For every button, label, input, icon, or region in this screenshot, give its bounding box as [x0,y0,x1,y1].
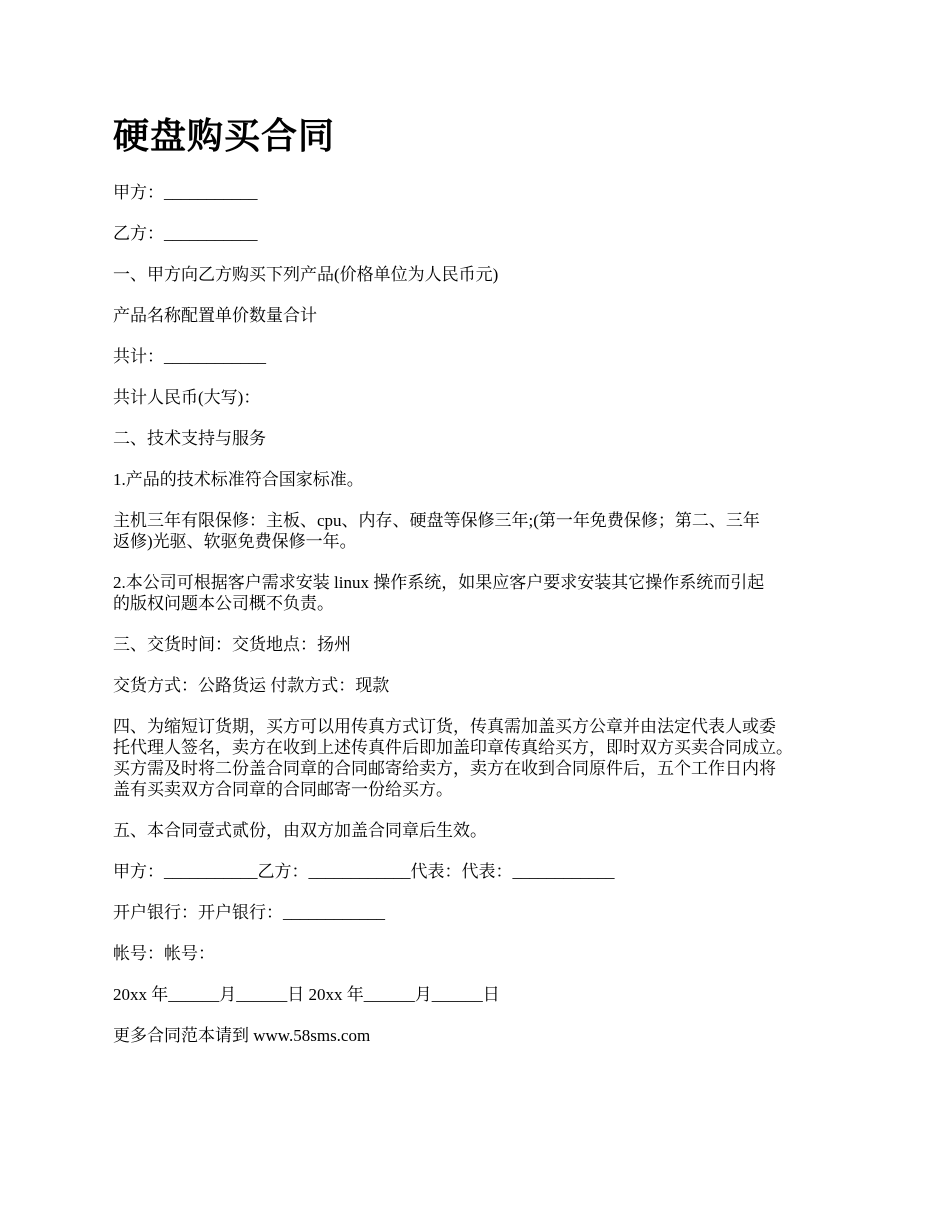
party-a-line: 甲方：___________ [113,183,258,202]
clause-3-delivery: 三、交货时间：交货地点：扬州 [113,635,351,654]
clause-2-item-1: 1.产品的技术标准符合国家标准。 [113,470,364,489]
total-line: 共计：____________ [113,347,266,366]
product-table-header: 产品名称配置单价数量合计 [113,306,317,325]
bank-line: 开户银行：开户银行：____________ [113,903,385,922]
clause-1-heading: 一、甲方向乙方购买下列产品(价格单位为人民币元) [113,265,499,284]
clause-2-item-2: 2.本公司可根据客户需求安装 linux 操作系统，如果应客户要求安装其它操作系统而引起 的版权问题本公司概不负责。 [113,573,765,613]
date-line: 20xx 年______月______日 20xx 年______月______日 [113,985,500,1004]
total-rmb-uppercase: 共计人民币(大写)： [113,388,261,407]
party-b-line: 乙方：___________ [113,224,258,243]
signature-parties-line: 甲方：___________乙方：____________代表：代表：____________ [113,862,615,881]
warranty-paragraph: 主机三年有限保修：主板、cpu、内存、硬盘等保修三年;(第一年免费保修；第二、三年 返修)光驱、软驱免费保修一年。 [113,511,760,551]
account-line: 帐号：帐号： [113,944,215,963]
clause-2-heading: 二、技术支持与服务 [113,429,266,448]
delivery-payment-method: 交货方式：公路货运 付款方式：现款 [113,676,390,695]
document-page [113,112,838,1066]
document-title: 硬盘购买合同 [113,116,336,156]
clause-5-effectiveness: 五、本合同壹式贰份，由双方加盖合同章后生效。 [113,821,487,840]
clause-4-fax-order: 四、为缩短订货期，买方可以用传真方式订货，传真需加盖买方公章并由法定代表人或委 托代理人签名，卖方在收到上述传真件后即加盖印章传真给买方，即时双方买卖合同成立。 买方需及时将二份盖合同章的合同邮寄给卖方，卖方在收到合同原件后，五个工作日内将 盖有买卖双方合同章的合同邮寄一份给买方。 [113,717,793,799]
footer-more-templates: 更多合同范本请到 www.58sms.com [113,1026,371,1045]
